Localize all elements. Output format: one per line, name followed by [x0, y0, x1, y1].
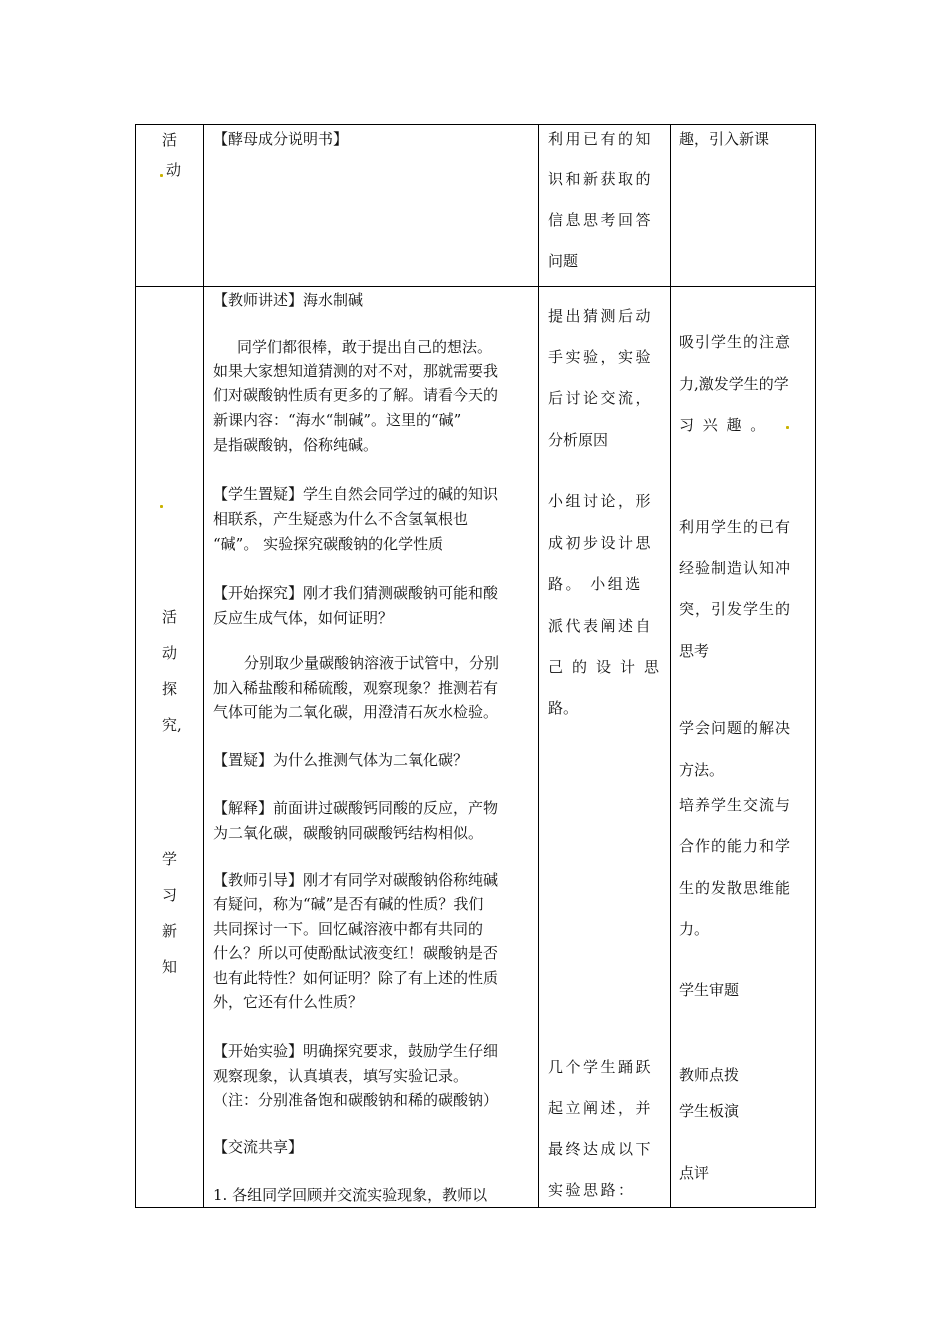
row2-student-activity-line: 实验思路：: [548, 1181, 636, 1199]
row2-stage-char: 新: [162, 922, 178, 940]
row2-design-intent-line: 培养学生交流与: [679, 796, 792, 814]
row2-design-intent-line: 合作的能力和学: [679, 837, 792, 855]
column-divider: [203, 125, 204, 1207]
row2-content-line: “碱”。 实验探究碳酸钠的化学性质: [213, 535, 444, 553]
row1-content-heading: 【酵母成分说明书】: [213, 130, 349, 148]
row2-content-line: 是指碳酸钠，俗称纯碱。: [213, 436, 379, 454]
row2-design-intent-line: 学生板演: [679, 1102, 740, 1120]
row1-student-activity-line: 利用已有的知: [548, 130, 654, 148]
row2-stage-char: 活: [162, 608, 178, 626]
row2-content-line: 【开始探究】刚才我们猜测碳酸钠可能和酸: [213, 584, 499, 602]
row2-design-intent-line: 利用学生的已有: [679, 518, 792, 536]
row2-stage-char: 动: [162, 644, 178, 662]
row2-design-intent-line: 方法。: [679, 761, 725, 779]
row2-design-intent-line: 生的发散思维能: [679, 879, 792, 897]
row2-content-line: 如果大家想知道猜测的对不对，那就需要我: [213, 362, 499, 380]
row1-student-activity-line: 信息思考回答: [548, 211, 654, 229]
row2-design-intent-line: 点评: [679, 1164, 710, 1182]
row2-content-line: 反应生成气体，如何证明？: [213, 609, 394, 627]
row2-design-intent-line: 吸引学生的注意: [679, 333, 792, 351]
marker-dot: [160, 505, 163, 508]
row2-content-line: 【解释】前面讲过碳酸钙同酸的反应，产物: [213, 799, 499, 817]
row-divider: [136, 286, 815, 287]
row2-design-intent-line: 力。: [679, 920, 710, 938]
row2-content-line: 有疑问，称为“碱”是否有碱的性质？我们: [213, 895, 484, 913]
row2-content-line: 观察现象，认真填表，填写实验记录。: [213, 1067, 469, 1085]
row2-content-line: 【交流共享】: [213, 1138, 304, 1156]
row2-student-activity-line: 提出猜测后动: [548, 307, 654, 325]
row2-student-activity-line: 几个学生踊跃: [548, 1058, 654, 1076]
row2-content-line: 也有此特性？如何证明？除了有上述的性质: [213, 969, 499, 987]
marker-dot: [786, 426, 789, 429]
row1-stage-char: 活: [162, 131, 178, 149]
row2-content-line: 什么？所以可使酚酞试液变红！碳酸钠是否: [213, 944, 499, 962]
row2-student-activity-line: 己的设计思: [548, 658, 669, 676]
row2-student-activity-line: 手实验，实验: [548, 348, 654, 366]
row2-design-intent-line: 突，引发学生的: [679, 600, 792, 618]
row2-content-line: 1. 各组同学回顾并交流实验现象，教师以: [213, 1186, 488, 1204]
row2-student-activity-line: 最终达成以下: [548, 1140, 654, 1158]
row2-content-line: 外，它还有什么性质？: [213, 993, 364, 1011]
row2-student-activity-line: 路。: [548, 699, 579, 717]
row2-content-line: 气体可能为二氧化碳，用澄清石灰水检验。: [213, 703, 499, 721]
row2-student-activity-line: 后讨论交流，: [548, 389, 654, 407]
row2-content-line: 们对碳酸钠性质有更多的了解。请看今天的: [213, 386, 499, 404]
row2-content-line: （注：分别准备饱和碳酸钠和稀的碳酸钠）: [213, 1091, 499, 1109]
row2-content-line: 【教师讲述】海水制碱: [213, 291, 364, 309]
row2-design-intent-line: 力,激发学生的学: [679, 375, 789, 393]
row2-student-activity-line: 小组讨论，形: [548, 492, 654, 510]
row2-design-intent-line: 学会问题的解决: [679, 719, 792, 737]
row2-content-line: 【开始实验】明确探究要求，鼓励学生仔细: [213, 1042, 499, 1060]
row2-content-line: 分别取少量碳酸钠溶液于试管中，分别: [244, 654, 500, 672]
row2-stage-char: 知: [162, 958, 178, 976]
row2-content-line: 【教师引导】刚才有同学对碳酸钠俗称纯碱: [213, 871, 499, 889]
row2-content-line: 加入稀盐酸和稀硫酸，观察现象？推测若有: [213, 679, 499, 697]
row2-content-line: 【置疑】为什么推测气体为二氧化碳？: [213, 751, 469, 769]
row2-stage-char: 习: [162, 886, 178, 904]
row2-content-line: 相联系，产生疑惑为什么不含氢氧根也: [213, 510, 469, 528]
row2-content-line: 【学生置疑】学生自然会同学过的碱的知识: [213, 485, 499, 503]
row2-student-activity-line: 分析原因: [548, 431, 609, 449]
row2-design-intent-line: 学生审题: [679, 981, 740, 999]
row2-student-activity-line: 路。 小组选: [548, 575, 643, 593]
row2-student-activity-line: 派代表阐述自: [548, 617, 654, 635]
row2-student-activity-line: 起立阐述，并: [548, 1099, 654, 1117]
row2-stage-char: 究,: [162, 716, 182, 734]
row1-design-intent: 趣，引入新课: [679, 130, 770, 148]
row2-stage-char: 探: [162, 680, 178, 698]
row2-stage-char: 学: [162, 850, 178, 868]
row2-content-line: 共同探讨一下。回忆碱溶液中都有共同的: [213, 920, 484, 938]
row2-design-intent-line: 经验制造认知冲: [679, 559, 792, 577]
column-divider: [670, 125, 671, 1207]
row2-content-line: 同学们都很棒，敢于提出自己的想法。: [237, 338, 493, 356]
row2-design-intent-line: 教师点拨: [679, 1066, 740, 1084]
row2-design-intent-line: 思考: [679, 642, 710, 660]
row1-stage-char: 动: [166, 161, 182, 179]
marker-dot: [160, 174, 163, 177]
row2-content-line: 新课内容：“海水“制碱”。这里的“碱”: [213, 411, 462, 429]
row1-student-activity-line: 问题: [548, 252, 579, 270]
row1-student-activity-line: 识和新获取的: [548, 170, 654, 188]
row2-content-line: 为二氧化碳，碳酸钠同碳酸钙结构相似。: [213, 824, 484, 842]
row2-student-activity-line: 成初步设计思: [548, 534, 654, 552]
column-divider: [538, 125, 539, 1207]
row2-design-intent-line: 习 兴 趣 。: [679, 416, 768, 434]
